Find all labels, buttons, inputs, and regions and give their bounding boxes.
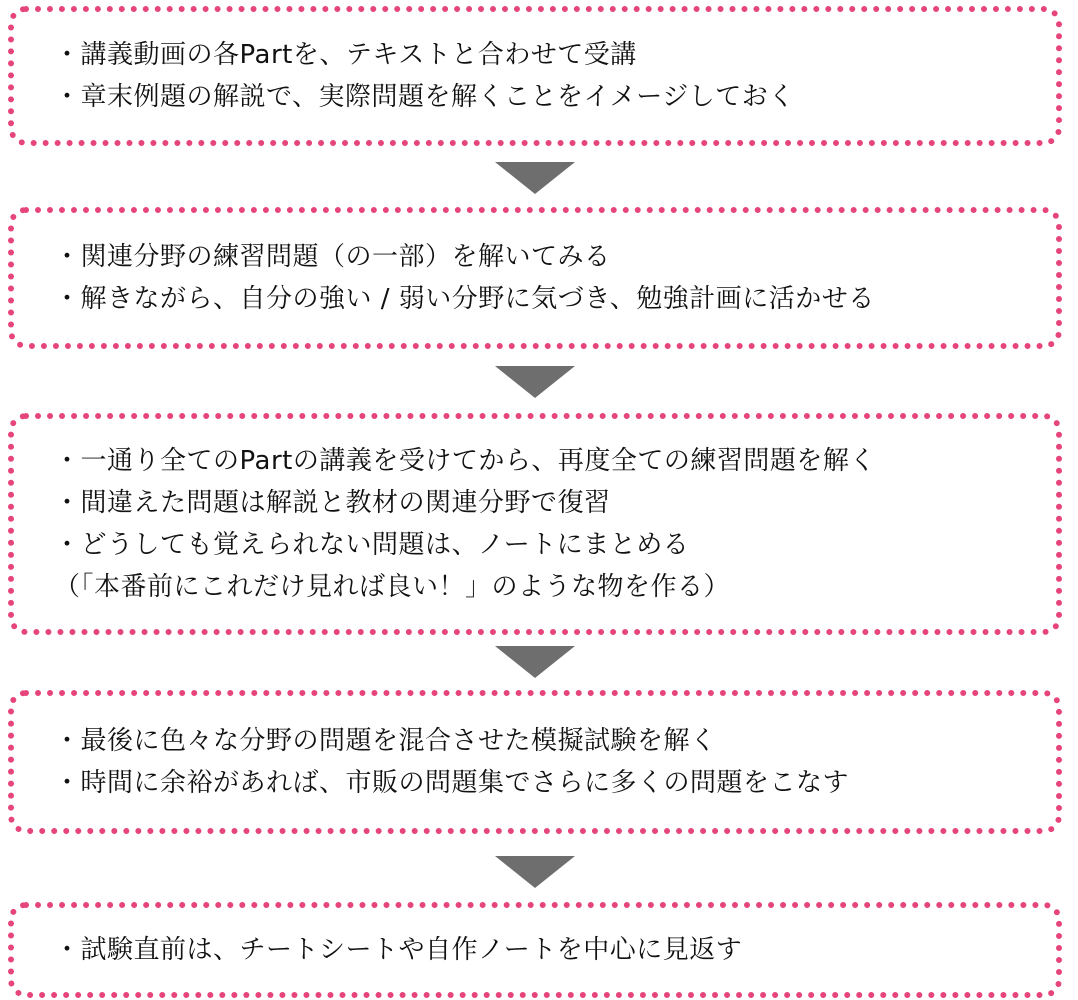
step-box-1 bbox=[8, 6, 1062, 146]
down-arrow-icon bbox=[495, 646, 575, 678]
step-2-line-2: ・解きながら、自分の強い / 弱い分野に気づき、勉強計画に活かせる bbox=[54, 284, 875, 314]
step-3-line-1: ・一通り全てのPartの講義を受けてから、再度全ての練習問題を解く bbox=[54, 446, 876, 476]
step-1-line-2: ・章末例題の解説で、実際問題を解くことをイメージしておく bbox=[54, 82, 795, 112]
down-arrow-icon bbox=[495, 856, 575, 888]
step-3-line-3: ・どうしても覚えられない問題は、ノートにまとめる bbox=[54, 530, 690, 560]
step-box-4 bbox=[8, 690, 1062, 834]
step-4-line-2: ・時間に余裕があれば、市販の問題集でさらに多くの問題をこなす bbox=[54, 768, 850, 798]
step-3-line-4: （「本番前にこれだけ見れば良い！」のような物を作る） bbox=[54, 572, 731, 602]
step-3-line-2: ・間違えた問題は解説と教材の関連分野で復習 bbox=[54, 488, 611, 518]
step-box-3 bbox=[8, 413, 1062, 635]
step-5-line-1: ・試験直前は、チートシートや自作ノートを中心に見返す bbox=[54, 935, 743, 965]
step-box-2 bbox=[8, 207, 1062, 349]
step-box-5 bbox=[8, 902, 1062, 998]
down-arrow-icon bbox=[495, 162, 575, 194]
down-arrow-icon bbox=[495, 366, 575, 398]
step-2-line-1: ・関連分野の練習問題（の一部）を解いてみる bbox=[54, 242, 611, 272]
step-4-line-1: ・最後に色々な分野の問題を混合させた模擬試験を解く bbox=[54, 726, 717, 756]
step-1-line-1: ・講義動画の各Partを、テキストと合わせて受講 bbox=[54, 40, 637, 70]
